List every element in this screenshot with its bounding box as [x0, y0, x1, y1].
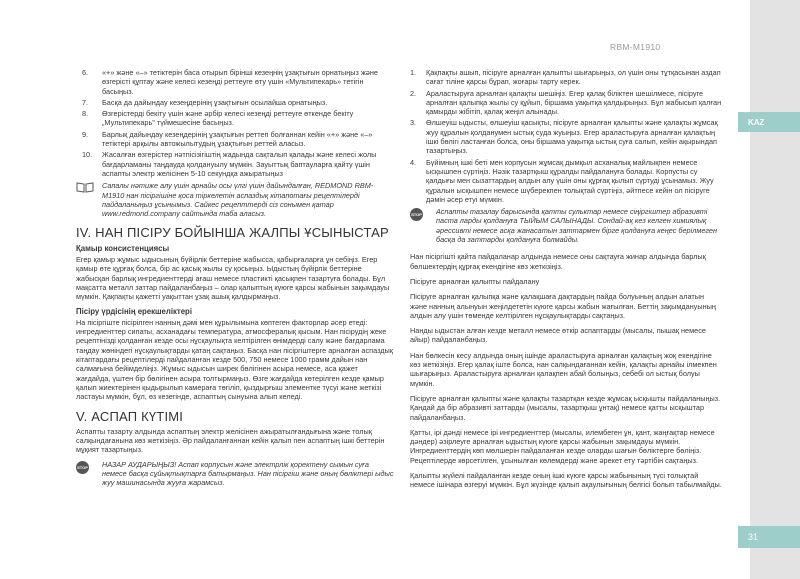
list-item: 8. Өзгерістерді бекіту үшін және әрбір келесі кезеңді реттеуге өткенде бекіту „Мультипекарь" түймешесіне басыңыз.	[82, 109, 354, 128]
recipe-note: Сапалы нәтиже алу үшін арнайы осы үлгі үшін дайындалған, REDMOND RBM-M1910 нан пісіргішіне қоса тіркелетін аспаздық кітапотағы рецептілерді пайдаланыңыз ұсынымыз. Сайкес рецепттерді сіз сонымен қатар www.redmond.company сайтында таба аласыз.	[76, 181, 394, 218]
stop-note: STOP Аспапты тазалау барысында қатты сульктар немесе сіңіргіштер абразивті паста ларды қолдануға ТЫЙЫМ САЛЫНАДЫ. Сондай-ақ кез келген химиялық әрессивті немесе асқа жанасатын заттармен бірге қолдануға кеңес берілмеген басқа да заттарды қолдануға болмайды.	[411, 207, 717, 245]
right-steps-list	[410, 68, 723, 204]
subheading-baking: Пісіру үрдісінің ерекшеліктері	[76, 306, 192, 316]
paragraph: Аспапты тазарту алдында аспаптың электр желісінен ажыратылғандығына және толық салқындағанына көз жеткізіңіз. Әр пайдаланғаннан кейін қалып пен аспаптың ішкі беттерін мұқият тазартыңыз.	[76, 426, 385, 455]
paragraph: На пісіргіште пісірілген нанның дәмі мен құрылымына көптеген факторлар әсер етеді: ингредиенттер сипаты, асханадағы температура, атмосфералық қысым. Нан пісірудің жеке рецептінізді қолданған кезде осы нұсқаулықта келтірілген өнімдерді салу және бағдарлама таңдау жөніндегі нұсқаулықтарды қатаң сақтаңыз. Басқа нан пісіргіштерге арналған аспаздық кітаптардағы рецептілерді пайдаланған кезде 500, 750 немесе 1000 грамм дайын нан салмағына бейімделіңіз. Жұмыс ыдысын ширек бөлігінен асыра немесе, аса қажет жағдайда, үштен бір бөлігінен асыра толтырмаңыз. Өзге жағдайда көтерілген кезде қамыр қалып жиектерінен қыдырылып камераға төгіліп, қыздырғыш элементке түсуі және жеткізі ластауы мүмкін, бұл, өз кезегінде, аспаптың сынуына алып келеді.	[76, 317, 393, 402]
stop-icon: STOP	[76, 461, 89, 474]
list-item: 7. Басқа да дайындау кезеңдерінің ұзақтығын осылайша орнатыңыз.	[82, 97, 328, 107]
paragraph: Пісіруге арналған қалыпты пайдалану	[410, 276, 540, 286]
section-title-general: IV. НАН ПІСІРУ БОЙЫНША ЖАЛПЫ ҰСЫНЫСТАР	[76, 225, 389, 241]
list-item: 9. Барлық дайындау кезеңдерінің ұзақтығын реттеп болғаннан кейін «+» және «–» тетіктері арқылы автожылытудың ұзақтығын реттей аласыз.	[82, 129, 373, 149]
subheading-dough: Қамыр консистенциясы	[76, 243, 170, 253]
right-column	[410, 68, 723, 496]
book-icon	[76, 182, 94, 193]
stop-icon: STOP	[410, 208, 423, 221]
paragraph: Нан бөлкесін кесу алдында оның ішінде араластыруға арналған қалақтың жоқ екендігіне көз жеткізіңіз. Егер қалақ іште болса, нан салқындағаннан кейін, қалақты арнайы ілмекпен шығарыңыз. Араластыруға арналған қалақпен абай болыңыз, себебі ол ыстық болуы мүмкін.	[410, 350, 717, 388]
paragraph: Қалыпты жүйелі пайдаланған кезде оның ішкі күюге қарсы жабынының түсі толықтай немесе ішінара өзгеруі мүмкін. Бұл жүзінде қалып ақаулығының белгісі болып табылмайды.	[410, 470, 722, 490]
paragraph: Егер қамыр жұмыс ыдысының бүйірлік беттеріне жабысса, қабырғаларға ұн себіңіз. Егер қамыр өте құрғақ болса, бір ас қасық жылы су қосыңыз. Ыдыстың бүйірлік беттеріне жабысқан барлық ингредиенттерді ағаш немесе пластикті қасықпен тазартуға болады. Бұл мақсатта металл заттар пайдаланбаңыз – олар қалыптың күюге қарсы жабынын зақымдауы мүмкін. Қақпақты қажетті уақыттан ұзақ ашық қалдырмаңыз.	[76, 255, 390, 302]
paragraph: Қатты, ірі дәнді немесе ірі ингредиенттер (мысалы, илембеген ұн, қант, жаңғақтар немесе дәндер) әзірлеуге арналған ыдыстың күюге қарсы жабынын зақымдауы мүмкін. Ингредиенттердің көп мөлшерін пайдаланған кезде оларды шағын бөліктерге бөліңіз. Рецептілерде көрсетілген, ұсынылған көлемдерді және әрекет ету тәртібін сақтаңыз.	[410, 427, 715, 465]
section-title-care: V. АСПАП КҮТІМІ	[76, 408, 184, 424]
paragraph: Нан пісіргішті қайта пайдаланар алдында немесе оны сақтауға жинар алдында барлық бөлшектердің құрғақ екендігіне көз жеткізіңіз.	[410, 252, 706, 271]
warning-note: STOP НАЗАР АУДАРЫҢЫЗ! Аспап корпусын және электрлік қоректену сымын суға немесе басқа сұйықтықтарға батырмаңыз. Нан пісіргіш және оның бөліктері ыдыс жуу машинасында жууға жарамсыз.	[77, 459, 394, 488]
paragraph: Пісіруге арналған қалыпты және қалақты тазартқан кезде жұмсақ ысқышты пайдаланыңыз. Қандай да бір абразивті заттарды (мысалы, тазартқыш ұнтақ) немесе қатты ысқыштар пайдаланбаңыз.	[410, 393, 721, 422]
paragraph: Нанды ыдыстан алған кезде металл немесе өткір аспаптарды (мысалы, пышақ немесе айыр) пайдаланбаңыз.	[410, 326, 706, 345]
list-item: 3. Өлшеуіш ыдысты, өлшеуіш қасықты, пісіруге арналған қалыпты және қалақты жұмсақ жуу құралын қолданумен ыстық суда жуыңыз. Егер араластыруға арналған қалақтың ішкі бөлігі ластанған болса, оны біршама уақытқа ыстық суға салып, кейін ақырындап тазартыңыз.	[410, 118, 718, 156]
left-steps-list	[76, 68, 394, 178]
page-sidebar	[750, 0, 800, 579]
list-item: 1. Қақпақты ашып, пісіруге арналған қалыпты шығарыңыз, ол үшін оны тұтқасынан аздап сағат тіліне қарсы бұрап, жоғары тарту керек.	[410, 68, 721, 87]
list-item: 4. Бүйімның ішкі беті мен корпусын жұмсақ дымқыл асханалық майлықпен немесе ысқышпен сүртіңіз. Нәзік тазартқыш құралды пайдалануға болады. Корпусты су қалдығы мен сызаттардың алдын алу үшін оны құрғақ қылып сүртуді ұсынамыз. Жуу құралын ысқышпен немесе шүберекпен толықтай сүртіңіз, әйтпесе кейін ол пісіруге дәмін әсер етуі мүмкін.	[410, 157, 714, 204]
model-label: RBM-M1910	[610, 42, 661, 52]
language-tab: KAZ	[738, 112, 800, 132]
paragraph: Пісіруге арналған қалыпқа және қалақшаға дақтардың пайда болуының алдын алатын және нанның алынуын жеңілдететін күюге қарсы жабын жағылған. Беттің зақымдануының алдын алу үшін төменде келтірілген нұсқаулықтарды сақтаңыз.	[410, 292, 716, 320]
list-item: 6. «+» және «–» тетіктерін баса отырып бірінші кезеңнің ұзақтығын орнатыңыз және өзгерісті құптау және келесі кезеңді реттеуге өту үшін «Мультипекарь» тетігін басыңыз.	[82, 68, 378, 96]
list-item: 10. Жасалған өзгерістер нәтпісізігіштің жадында сақталып қалады және келесі жолы бағдарламаны таңдауда қолдануылу мүмкін. Зауыттық баптауларға қайту үшін аспапты электр желісінен 5-10 секундқа ажыратыңыз	[82, 150, 377, 178]
page-number: 31	[738, 526, 800, 548]
left-column	[76, 68, 394, 496]
list-item: 2. Араластыруға арналған қалақты шешіңіз. Егер қалақ біліктен шешілмесе, пісіруге арналған қалыпқа жылы су құйып, біршама уақытқа қалдырыңыз. Бұл жабысып қалған қамырды жібітіп, қалақ жеңіл алынады.	[410, 88, 722, 117]
